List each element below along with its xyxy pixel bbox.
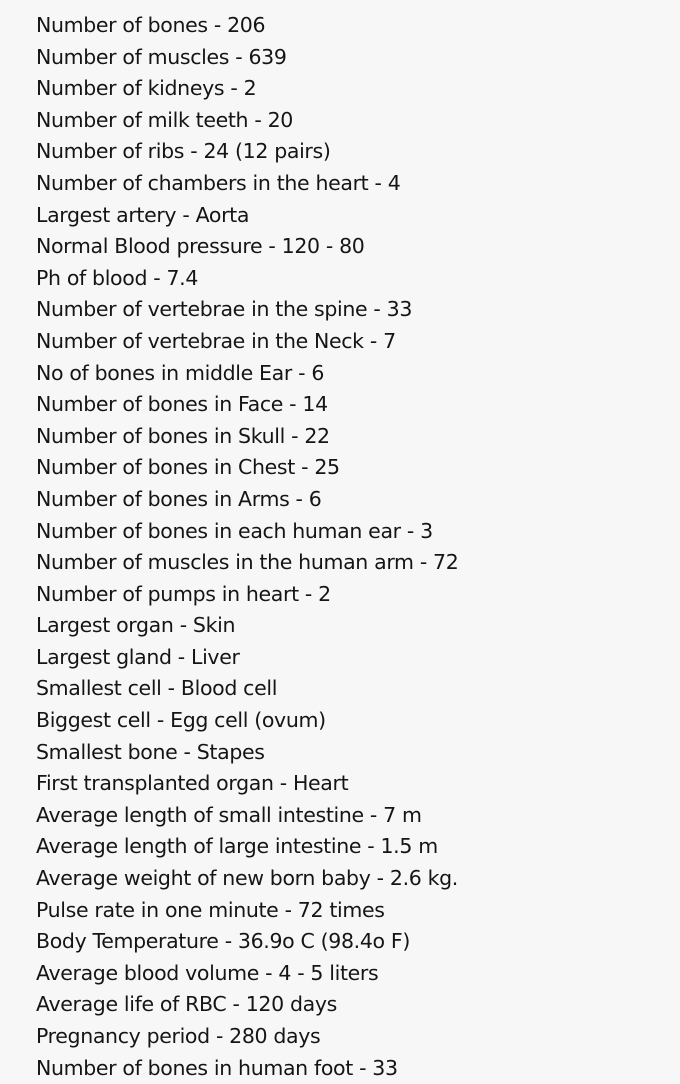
- fact-line: Biggest cell - Egg cell (ovum): [36, 708, 326, 733]
- fact-line: Smallest cell - Blood cell: [36, 676, 278, 701]
- fact-line: Pulse rate in one minute - 72 times: [36, 897, 385, 922]
- fact-line: Number of bones in Chest - 25: [36, 455, 340, 480]
- fact-line: Largest artery - Aorta: [36, 202, 250, 227]
- fact-line: Body Temperature - 36.9o C (98.4o F): [36, 929, 410, 954]
- fact-line: Number of bones in Face - 14: [36, 392, 328, 417]
- fact-line: Average life of RBC - 120 days: [36, 992, 337, 1017]
- fact-line: Number of muscles - 639: [36, 44, 287, 69]
- fact-line: Number of vertebrae in the Neck - 7: [36, 328, 396, 353]
- fact-line: Pregnancy period - 280 days: [36, 1024, 321, 1048]
- fact-line: First transplanted organ - Heart: [36, 771, 349, 796]
- fact-line: Number of muscles in the human arm - 72: [36, 550, 459, 575]
- fact-line: Average length of small intestine - 7 m: [36, 802, 422, 827]
- fact-line: Number of bones in Skull - 22: [36, 423, 330, 448]
- fact-line: Number of milk teeth - 20: [36, 107, 293, 132]
- fact-line: Number of ribs - 24 (12 pairs): [36, 139, 331, 164]
- fact-line: Largest gland - Liver: [36, 644, 240, 669]
- fact-line: Average weight of new born baby - 2.6 kg.: [36, 866, 458, 891]
- fact-line: Average length of large intestine - 1.5 m: [36, 834, 438, 859]
- fact-line: Number of pumps in heart - 2: [36, 581, 331, 606]
- facts-list: [36, 10, 666, 1084]
- fact-line: Ph of blood - 7.4: [36, 265, 199, 290]
- fact-line: Number of kidneys - 2: [36, 76, 257, 101]
- fact-line: Smallest bone - Stapes: [36, 739, 265, 764]
- fact-line: Largest organ - Skin: [36, 613, 236, 638]
- fact-line: No of bones in middle Ear - 6: [36, 360, 325, 385]
- fact-line: Number of bones in human foot - 33: [36, 1055, 398, 1080]
- fact-line: Average blood volume - 4 - 5 liters: [36, 960, 379, 985]
- fact-line: Number of vertebrae in the spine - 33: [36, 297, 413, 322]
- fact-line: Number of bones in Arms - 6: [36, 486, 322, 511]
- fact-line: Number of bones - 206: [36, 13, 266, 37]
- fact-line: Normal Blood pressure - 120 - 80: [36, 234, 365, 259]
- fact-line: Number of bones in each human ear - 3: [36, 518, 433, 543]
- fact-line: Number of chambers in the heart - 4: [36, 170, 401, 195]
